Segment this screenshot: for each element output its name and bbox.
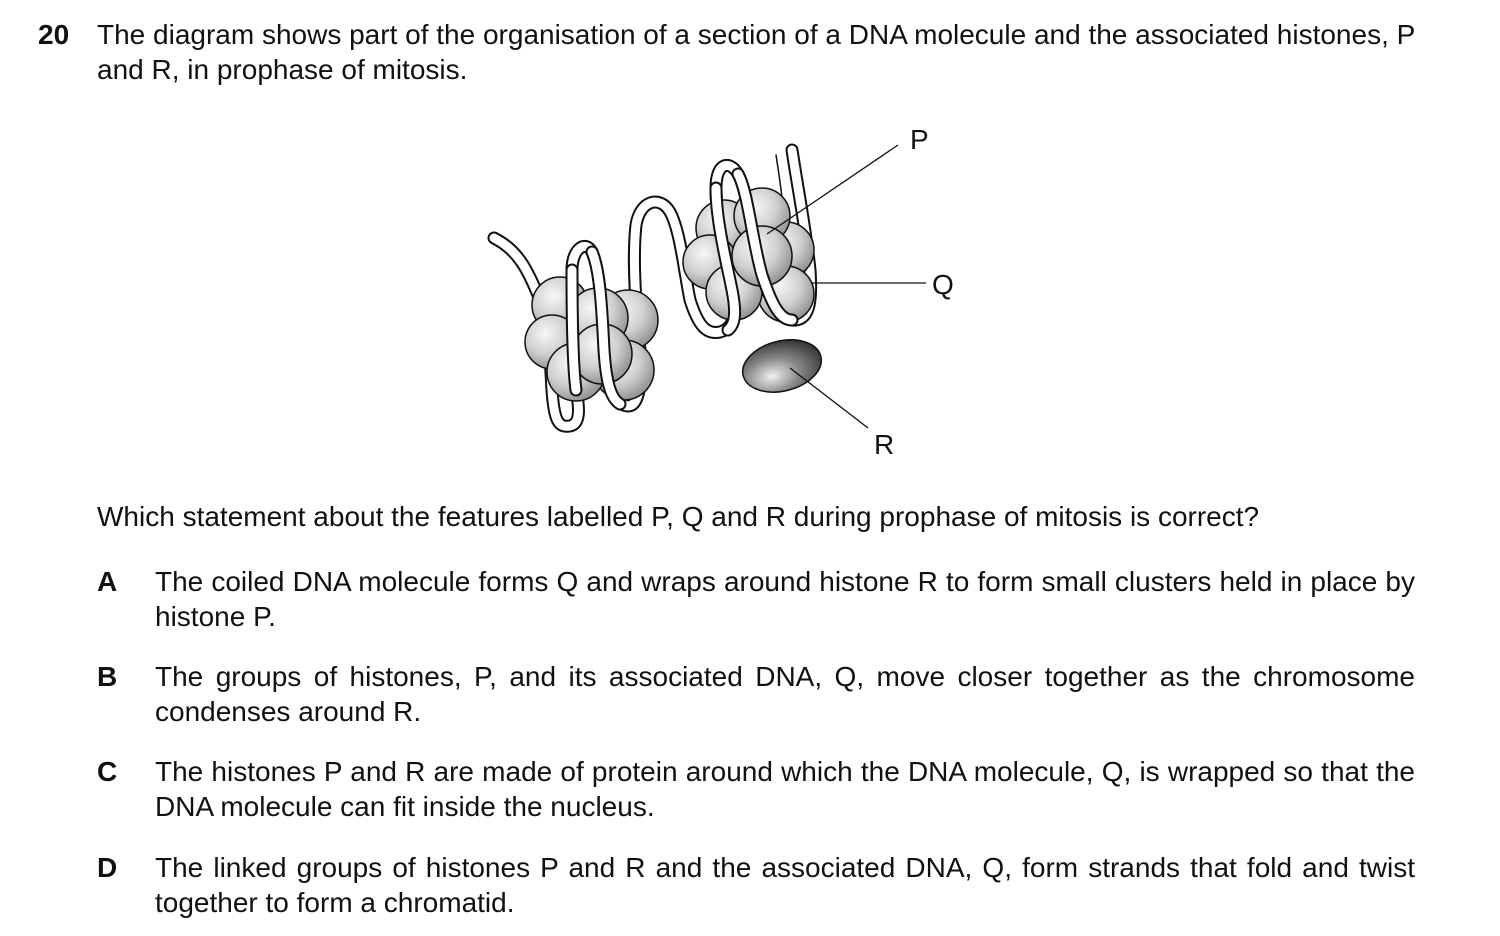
option-d-letter: D — [97, 852, 118, 883]
label-q: Q — [932, 269, 954, 300]
option-c-text: The histones P and R are made of protein around which the DNA molecule, Q, is wrapped so that the DNA molecule can fit inside the nucleus. — [155, 756, 1415, 822]
option-d[interactable] — [97, 850, 1415, 920]
question-stem — [97, 17, 1415, 87]
option-b[interactable] — [97, 659, 1415, 729]
option-c[interactable] — [97, 754, 1415, 824]
question-number: 20 — [38, 19, 70, 50]
option-c-letter: C — [97, 756, 118, 787]
option-a-text: The coiled DNA molecule forms Q and wraps around histone R to form small clusters held in place by histone P. — [155, 566, 1415, 632]
option-a[interactable] — [97, 564, 1415, 634]
histone-r — [737, 332, 827, 400]
question-prompt: Which statement about the features labelled P, Q and R during prophase of mitosis is correct? — [97, 501, 1260, 532]
question-stem-text: The diagram shows part of the organisation of a section of a DNA molecule and the associated histones, P and R, in prophase of mitosis. — [97, 19, 1415, 85]
label-r-leader — [790, 368, 868, 428]
option-b-letter: B — [97, 661, 118, 692]
option-b-text: The groups of histones, P, and its associated DNA, Q, move closer together as the chromosome condenses around R. — [155, 661, 1415, 727]
nucleosome-diagram — [480, 110, 980, 470]
label-p: P — [910, 124, 929, 155]
histone-cluster-left — [525, 277, 658, 401]
option-a-letter: A — [97, 566, 118, 597]
label-p-leader — [767, 145, 898, 234]
option-d-text: The linked groups of histones P and R and the associated DNA, Q, form strands that fold and twist together to form a chromatid. — [155, 852, 1415, 918]
label-r: R — [874, 429, 895, 460]
